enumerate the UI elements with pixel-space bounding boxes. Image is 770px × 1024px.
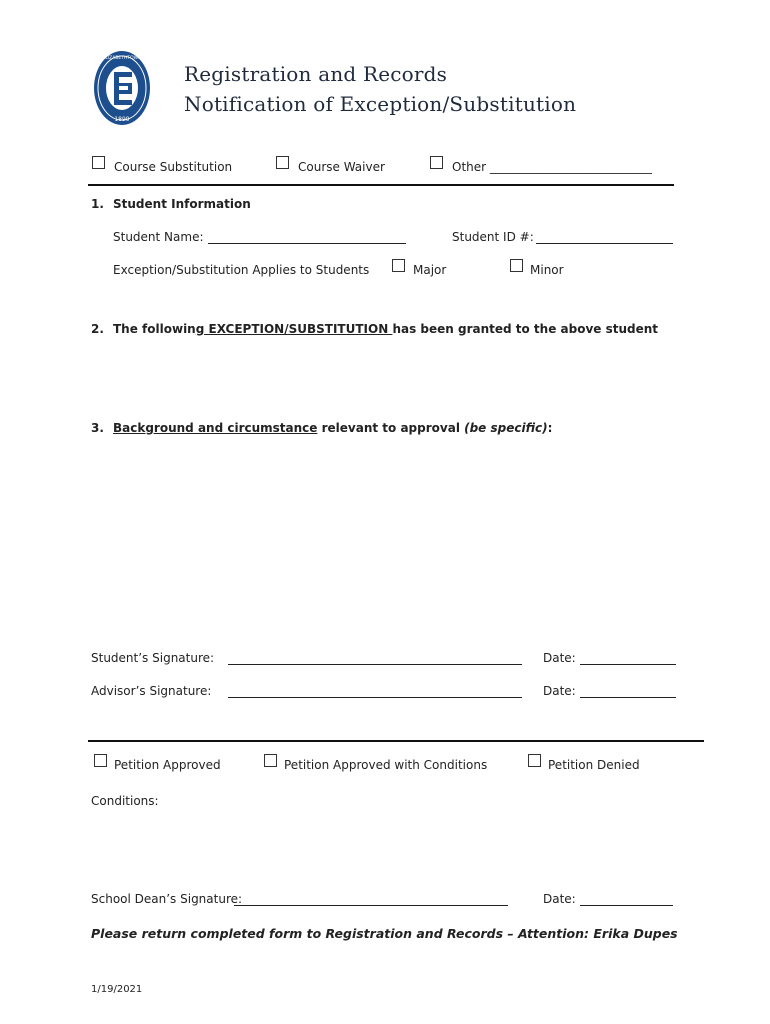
return-instructions: Please return completed form to Registration and Records – Attention: Erika Dupes xyxy=(91,926,678,941)
student-date-field[interactable] xyxy=(580,664,676,665)
conditions-label: Conditions: xyxy=(91,794,159,808)
section-1-heading: Student Information xyxy=(113,197,251,211)
student-signature-field[interactable] xyxy=(228,664,522,665)
course-waiver-checkbox[interactable] xyxy=(276,156,289,169)
course-substitution-checkbox[interactable] xyxy=(92,156,105,169)
advisor-signature-label: Advisor’s Signature: xyxy=(91,684,212,698)
dean-date-field[interactable] xyxy=(580,905,673,906)
dean-signature-label: School Dean’s Signature: xyxy=(91,892,243,906)
advisor-signature-field[interactable] xyxy=(228,697,522,698)
advisor-date-field[interactable] xyxy=(580,697,676,698)
svg-text:1899: 1899 xyxy=(114,116,130,123)
petition-denied-checkbox[interactable] xyxy=(528,754,541,767)
college-seal-logo xyxy=(92,48,152,128)
student-date-label: Date: xyxy=(543,651,576,665)
section-3-number: 3. xyxy=(91,421,104,435)
section-2-text-start: The followin xyxy=(113,322,196,336)
section-2-number: 2. xyxy=(91,322,104,336)
form-title-line-1: Registration and Records xyxy=(184,62,448,86)
other-checkbox[interactable] xyxy=(430,156,443,169)
minor-checkbox[interactable] xyxy=(510,259,523,272)
student-name-label: Student Name: xyxy=(113,230,204,244)
student-id-label: Student ID #: xyxy=(452,230,534,244)
petition-approved-conditions-checkbox[interactable] xyxy=(264,754,277,767)
student-id-field[interactable] xyxy=(536,243,673,244)
svg-text:ELIZABETHTOWN: ELIZABETHTOWN xyxy=(102,56,142,61)
section-3-text-middle: relevant to approval xyxy=(317,421,465,435)
dean-date-label: Date: xyxy=(543,892,576,906)
section-3-text xyxy=(113,421,552,435)
decision-divider xyxy=(88,740,704,742)
minor-label: Minor xyxy=(530,263,564,277)
form-revision-date: 1/19/2021 xyxy=(91,984,143,995)
top-divider xyxy=(88,184,674,186)
student-signature-label: Student’s Signature: xyxy=(91,651,215,665)
major-checkbox[interactable] xyxy=(392,259,405,272)
other-label[interactable]: Other ___________________________ xyxy=(452,160,652,174)
section-2-text xyxy=(113,322,658,336)
section-1-number: 1. xyxy=(91,197,104,211)
section-3-text-underlined: Background and circumstance xyxy=(113,421,318,435)
student-name-field[interactable] xyxy=(208,243,406,244)
course-waiver-label: Course Waiver xyxy=(298,160,385,174)
section-2-text-end: has been granted to the above student xyxy=(392,322,659,336)
dean-signature-field[interactable] xyxy=(234,905,508,906)
petition-approved-checkbox[interactable] xyxy=(94,754,107,767)
section-2-text-underlined: g EXCEPTION/SUBSTITUTION xyxy=(195,322,393,336)
petition-denied-label: Petition Denied xyxy=(548,758,640,772)
advisor-date-label: Date: xyxy=(543,684,576,698)
course-substitution-label: Course Substitution xyxy=(114,160,233,174)
section-3-text-italic: (be specific) xyxy=(464,421,548,435)
petition-approved-label: Petition Approved xyxy=(114,758,221,772)
applies-to-label: Exception/Substitution Applies to Students xyxy=(113,263,370,277)
major-label: Major xyxy=(413,263,447,277)
form-title-line-2: Notification of Exception/Substitution xyxy=(184,92,577,116)
section-3-text-end: : xyxy=(547,421,553,435)
petition-approved-conditions-label: Petition Approved with Conditions xyxy=(284,758,488,772)
